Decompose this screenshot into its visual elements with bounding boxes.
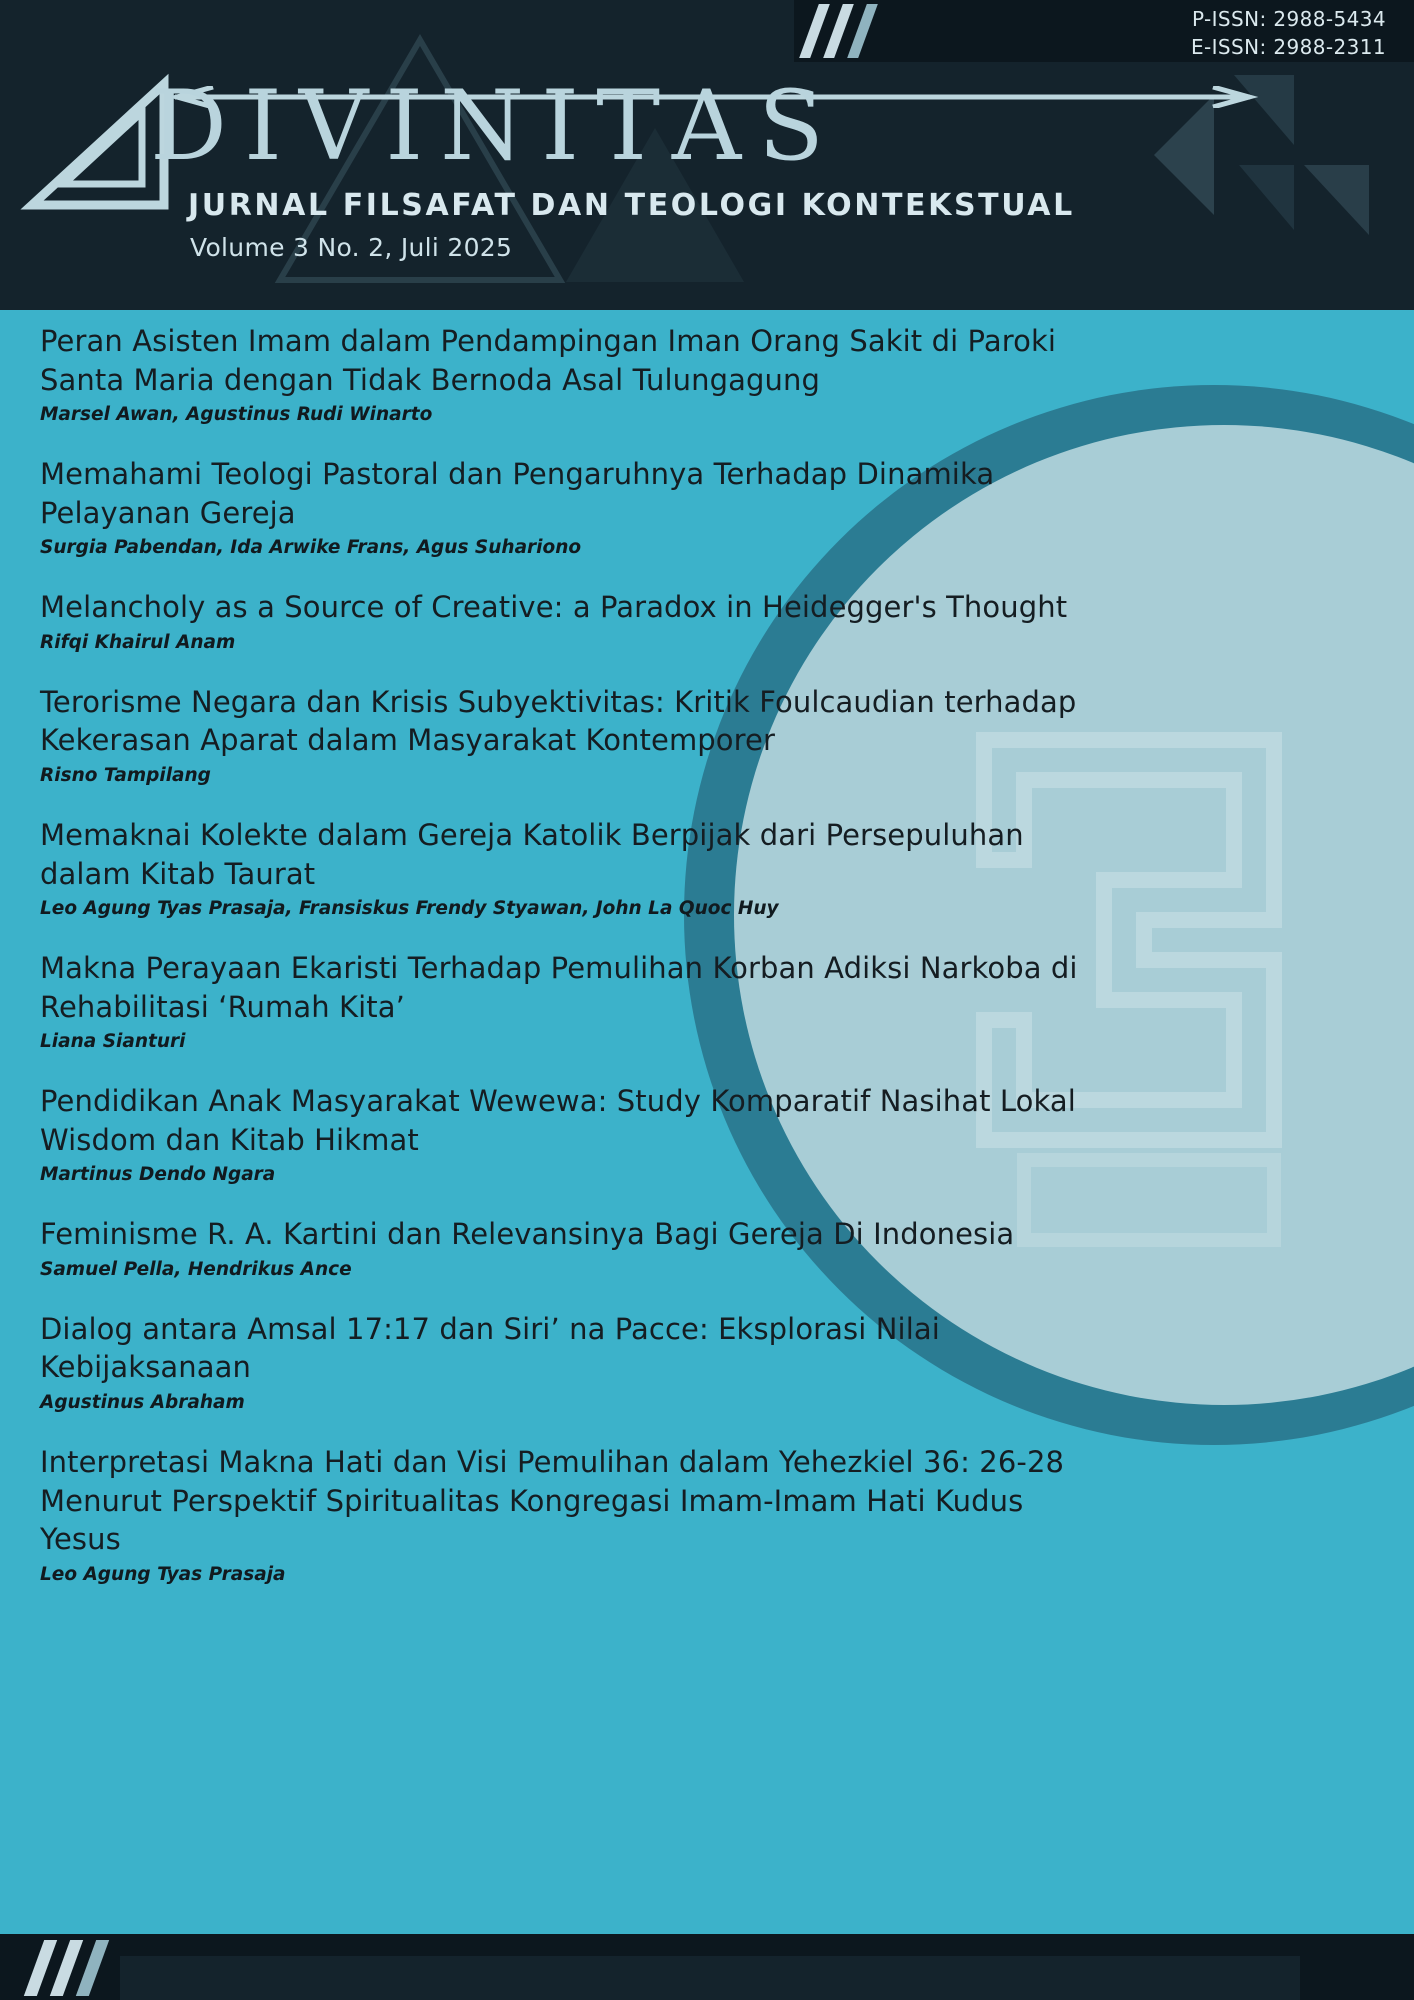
- list-item: [40, 949, 1100, 1052]
- footer-notch: [120, 1956, 1300, 2000]
- article-list: [40, 322, 1100, 1615]
- list-item: [40, 1443, 1100, 1585]
- footer-slash-decoration: [26, 1940, 156, 1996]
- p-issn-text: P-ISSN: 2988-5434: [1192, 7, 1386, 31]
- brand-block: [150, 70, 1250, 262]
- article-authors: Leo Agung Tyas Prasaja, Fransiskus Frendy Styawan, John La Quoc Huy: [40, 898, 779, 920]
- list-item: [40, 816, 1100, 919]
- article-authors: Risno Tampilang: [40, 764, 211, 786]
- list-item: [40, 588, 1100, 653]
- cover-header: [0, 0, 1414, 310]
- article-authors: Surgia Pabendan, Ida Arwike Frans, Agus Suhariono: [40, 537, 582, 559]
- list-item: [40, 455, 1100, 558]
- article-title: Peran Asisten Imam dalam Pendampingan Iman Orang Sakit di Paroki Santa Maria dengan Tidak Bernoda Asal Tulungagung: [40, 324, 1056, 397]
- list-item: [40, 683, 1100, 786]
- article-title: Pendidikan Anak Masyarakat Wewewa: Study Komparatif Nasihat Lokal Wisdom dan Kitab Hikmat: [40, 1084, 1076, 1157]
- cover-footer: [0, 1934, 1414, 2000]
- article-title: Dialog antara Amsal 17:17 dan Siri’ na Pacce: Eksplorasi Nilai Kebijaksanaan: [40, 1311, 940, 1385]
- article-title: Feminisme R. A. Kartini dan Relevansinya Bagi Gereja Di Indonesia: [40, 1217, 1015, 1252]
- article-authors: Martinus Dendo Ngara: [40, 1164, 276, 1186]
- article-authors: Leo Agung Tyas Prasaja: [40, 1563, 286, 1585]
- article-authors: Agustinus Abraham: [40, 1392, 245, 1413]
- journal-subtitle: JURNAL FILSAFAT DAN TEOLOGI KONTEKSTUAL: [188, 188, 1075, 223]
- journal-title: DIVINITAS: [150, 70, 841, 182]
- article-authors: Marsel Awan, Agustinus Rudi Winarto: [40, 404, 433, 426]
- list-item: [40, 322, 1100, 425]
- article-title: Terorisme Negara dan Krisis Subyektivitas: Kritik Foulcaudian terhadap Kekerasan Aparat dalam Masyarakat Kontemporer: [40, 684, 1077, 758]
- article-authors: Samuel Pella, Hendrikus Ance: [40, 1258, 352, 1280]
- list-item: [40, 1082, 1100, 1185]
- article-title: Memahami Teologi Pastoral dan Pengaruhnya Terhadap Dinamika Pelayanan Gereja: [40, 457, 995, 530]
- article-title: Melancholy as a Source of Creative: a Paradox in Heidegger's Thought: [40, 590, 1068, 625]
- e-issn-text: E-ISSN: 2988-2311: [1190, 35, 1386, 59]
- article-title: Makna Perayaan Ekaristi Terhadap Pemulihan Korban Adiksi Narkoba di Rehabilitasi ‘Rumah Kita’: [40, 951, 1078, 1024]
- article-title: Interpretasi Makna Hati dan Visi Pemulihan dalam Yehezkiel 36: 26-28 Menurut Perspektif Spiritualitas Kongregasi Imam-Imam Hati Kudus Yesus: [40, 1445, 1065, 1557]
- header-slash-decoration: [795, 0, 915, 62]
- journal-volume: Volume 3 No. 2, Juli 2025: [190, 233, 513, 262]
- list-item: [40, 1215, 1100, 1280]
- article-title: Memaknai Kolekte dalam Gereja Katolik Berpijak dari Persepuluhan dalam Kitab Taurat: [40, 817, 1024, 891]
- article-authors: Rifqi Khairul Anam: [40, 631, 236, 653]
- article-authors: Liana Sianturi: [40, 1031, 186, 1053]
- list-item: [40, 1310, 1100, 1413]
